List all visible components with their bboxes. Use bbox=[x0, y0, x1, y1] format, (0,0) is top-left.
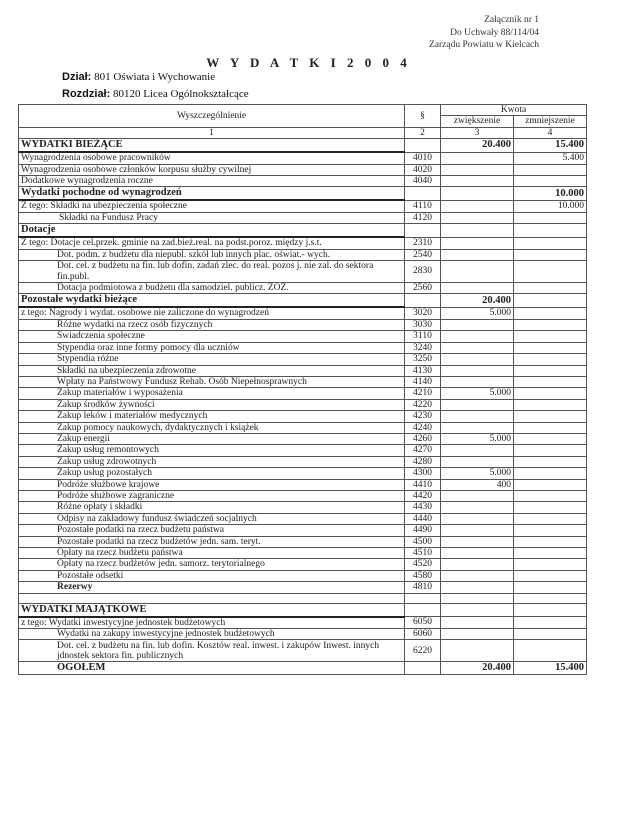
row-description: WYDATKI MAJĄTKOWE bbox=[19, 603, 405, 617]
table-row bbox=[19, 445, 587, 456]
row-description: Stypendia oraz inne formy pomocy dla uczniów bbox=[19, 342, 405, 353]
total-row bbox=[19, 662, 587, 675]
row-increase: 20.400 bbox=[441, 662, 514, 675]
row-decrease bbox=[514, 399, 587, 410]
row-paragraph bbox=[405, 603, 441, 617]
row-increase: 5.000 bbox=[441, 433, 514, 444]
table-row bbox=[19, 331, 587, 342]
row-paragraph: 4410 bbox=[405, 479, 441, 490]
row-increase bbox=[441, 603, 514, 617]
table-row bbox=[19, 342, 587, 353]
table-row bbox=[19, 570, 587, 581]
row-paragraph: 3110 bbox=[405, 331, 441, 342]
row-description: Zakup energii bbox=[19, 433, 405, 444]
row-increase: 20.400 bbox=[441, 294, 514, 308]
row-increase bbox=[441, 411, 514, 422]
row-increase bbox=[441, 640, 514, 662]
row-decrease bbox=[514, 411, 587, 422]
row-paragraph bbox=[405, 662, 441, 675]
row-description: Zakup środków żywności bbox=[19, 399, 405, 410]
row-description: Wynagrodzenia osobowe pracowników bbox=[19, 152, 405, 164]
row-description: Różne wydatki na rzecz osób fizycznych bbox=[19, 319, 405, 330]
row-decrease bbox=[514, 570, 587, 581]
row-decrease bbox=[514, 617, 587, 629]
row-increase bbox=[441, 319, 514, 330]
row-decrease bbox=[514, 365, 587, 376]
row-decrease bbox=[514, 548, 587, 559]
row-paragraph: 4420 bbox=[405, 490, 441, 501]
table-row bbox=[19, 629, 587, 640]
row-increase: 400 bbox=[441, 479, 514, 490]
table-row bbox=[19, 422, 587, 433]
row-increase bbox=[441, 261, 514, 283]
row-decrease bbox=[514, 559, 587, 570]
row-description: Zakup pomocy naukowych, dydaktycznych i książek bbox=[19, 422, 405, 433]
row-increase bbox=[441, 342, 514, 353]
header-col-3: 3 bbox=[441, 127, 514, 138]
row-paragraph: 6220 bbox=[405, 640, 441, 662]
table-row bbox=[19, 593, 587, 603]
rozdzial-value: 80120 Licea Ogólnokształcące bbox=[113, 88, 249, 100]
dzial-line bbox=[62, 71, 215, 83]
row-paragraph: 4510 bbox=[405, 548, 441, 559]
table-row bbox=[19, 490, 587, 501]
row-description: Zakup materiałów i wyposażenia bbox=[19, 388, 405, 399]
rozdzial-label: Rozdział: bbox=[62, 88, 111, 100]
row-paragraph: 2310 bbox=[405, 237, 441, 249]
table-row bbox=[19, 479, 587, 490]
table-row bbox=[19, 249, 587, 260]
header-kwota: Kwota bbox=[441, 105, 587, 116]
row-paragraph: 4110 bbox=[405, 200, 441, 212]
table-row bbox=[19, 513, 587, 524]
table-row bbox=[19, 468, 587, 479]
row-paragraph: 4280 bbox=[405, 456, 441, 467]
table-row bbox=[19, 411, 587, 422]
row-decrease: 15.400 bbox=[514, 139, 587, 153]
row-decrease bbox=[514, 261, 587, 283]
row-decrease bbox=[514, 331, 587, 342]
row-description: Pozostałe podatki na rzecz budżetów jedn. sam. teryt. bbox=[19, 536, 405, 547]
row-decrease bbox=[514, 388, 587, 399]
row-description: Z tego: Składki na ubezpieczenia społeczne bbox=[19, 200, 405, 212]
row-description: Stypendia różne bbox=[19, 354, 405, 365]
table-row bbox=[19, 617, 587, 629]
row-paragraph: 2560 bbox=[405, 283, 441, 294]
table-row bbox=[19, 399, 587, 410]
row-paragraph bbox=[405, 294, 441, 308]
row-paragraph: 3030 bbox=[405, 319, 441, 330]
row-increase bbox=[441, 570, 514, 581]
row-decrease bbox=[514, 376, 587, 387]
table-row bbox=[19, 200, 587, 212]
section-row bbox=[19, 603, 587, 617]
row-description: Dot. cel. z budżetu na fin. lub dofin. zadań zlec. do real. pozos j. nie zal. do sektora fin.publ. bbox=[19, 261, 405, 283]
row-increase bbox=[441, 490, 514, 501]
row-paragraph bbox=[405, 593, 441, 603]
row-increase bbox=[441, 224, 514, 238]
row-paragraph: 3020 bbox=[405, 307, 441, 319]
row-decrease bbox=[514, 445, 587, 456]
row-increase bbox=[441, 176, 514, 187]
row-description: Podróże służbowe krajowe bbox=[19, 479, 405, 490]
table-row bbox=[19, 365, 587, 376]
row-description: Wydatki na zakupy inwestycyjne jednostek budżetowych bbox=[19, 629, 405, 640]
row-decrease bbox=[514, 307, 587, 319]
row-paragraph: 4500 bbox=[405, 536, 441, 547]
row-decrease bbox=[514, 582, 587, 593]
row-decrease bbox=[514, 536, 587, 547]
row-paragraph: 6050 bbox=[405, 617, 441, 629]
table-row bbox=[19, 536, 587, 547]
row-paragraph: 6060 bbox=[405, 629, 441, 640]
row-paragraph: 4810 bbox=[405, 582, 441, 593]
row-description: Pozostałe wydatki bieżące bbox=[19, 294, 405, 308]
row-description: Dot. cel. z budżetu na fin. lub dofin. Kosztów real. inwest. i zakupów Inwest. innych jdnostek sektora fin. publicznych bbox=[19, 640, 405, 662]
row-increase bbox=[441, 559, 514, 570]
row-increase bbox=[441, 212, 514, 223]
row-description: Odpisy na zakładowy fundusz świadczeń socjalnych bbox=[19, 513, 405, 524]
row-paragraph: 2830 bbox=[405, 261, 441, 283]
row-paragraph: 4010 bbox=[405, 152, 441, 164]
expenses-table bbox=[18, 104, 587, 675]
row-increase bbox=[441, 187, 514, 201]
dzial-label: Dział: bbox=[62, 71, 92, 83]
row-increase: 5.000 bbox=[441, 307, 514, 319]
row-description: Opłaty na rzecz budżetu państwa bbox=[19, 548, 405, 559]
row-decrease bbox=[514, 593, 587, 603]
section-row bbox=[19, 224, 587, 238]
row-decrease bbox=[514, 468, 587, 479]
row-decrease: 5.400 bbox=[514, 152, 587, 164]
row-decrease bbox=[514, 237, 587, 249]
row-description: Dodatkowe wynagrodzenia roczne bbox=[19, 176, 405, 187]
row-description: Składki na Fundusz Pracy bbox=[19, 212, 405, 223]
row-description: Wpłaty na Państwowy Fundusz Rehab. Osób Niepełnosprawnych bbox=[19, 376, 405, 387]
row-increase bbox=[441, 582, 514, 593]
row-description: z tego: Wydatki inwestycyjne jednostek budżetowych bbox=[19, 617, 405, 629]
note-line-3: Zarządu Powiatu w Kielcach bbox=[429, 40, 539, 50]
row-description: WYDATKI BIEŻĄCE bbox=[19, 139, 405, 153]
row-description: Świadczenia społeczne bbox=[19, 331, 405, 342]
table-row bbox=[19, 237, 587, 249]
note-line-1: Załącznik nr 1 bbox=[484, 15, 539, 25]
row-description: Wynagrodzenia osobowe członków korpusu służby cywilnej bbox=[19, 164, 405, 175]
row-increase bbox=[441, 422, 514, 433]
table-row bbox=[19, 502, 587, 513]
row-decrease bbox=[514, 513, 587, 524]
row-description: OGÓŁEM bbox=[19, 662, 405, 675]
table-row bbox=[19, 212, 587, 223]
row-description: Różne opłaty i składki bbox=[19, 502, 405, 513]
table-row bbox=[19, 376, 587, 387]
row-paragraph bbox=[405, 224, 441, 238]
row-increase: 5.000 bbox=[441, 388, 514, 399]
row-paragraph: 4240 bbox=[405, 422, 441, 433]
row-paragraph: 4120 bbox=[405, 212, 441, 223]
table-row bbox=[19, 559, 587, 570]
row-description bbox=[19, 593, 405, 603]
row-description: Dotacja podmiotowa z budżetu dla samodziel. publicz. ZOZ. bbox=[19, 283, 405, 294]
row-increase bbox=[441, 536, 514, 547]
row-paragraph: 4040 bbox=[405, 176, 441, 187]
table-row bbox=[19, 152, 587, 164]
row-description: Z tego: Dotacje cel.przek. gminie na zad.bież.real. na podst.poroz. między j.s.t. bbox=[19, 237, 405, 249]
row-paragraph bbox=[405, 139, 441, 153]
table-row bbox=[19, 525, 587, 536]
table-row bbox=[19, 548, 587, 559]
row-paragraph: 4260 bbox=[405, 433, 441, 444]
row-increase bbox=[441, 445, 514, 456]
row-paragraph: 4430 bbox=[405, 502, 441, 513]
table-row bbox=[19, 164, 587, 175]
attachment-note bbox=[379, 14, 539, 52]
dzial-value: 801 Oświata i Wychowanie bbox=[94, 71, 216, 83]
header-zwiekszenie: zwiększenie bbox=[441, 116, 514, 127]
row-increase bbox=[441, 365, 514, 376]
row-increase bbox=[441, 152, 514, 164]
header-paragraf: § bbox=[405, 105, 441, 128]
table-row bbox=[19, 176, 587, 187]
header-col-2: 2 bbox=[405, 127, 441, 138]
row-increase bbox=[441, 376, 514, 387]
row-description: Dot. podm. z budżetu dla niepubl. szkół lub innych plac. oświat.- wych. bbox=[19, 249, 405, 260]
row-increase bbox=[441, 249, 514, 260]
row-increase bbox=[441, 237, 514, 249]
row-decrease bbox=[514, 422, 587, 433]
row-description: z tego: Nagrody i wydat. osobowe nie zaliczone do wynagrodzeń bbox=[19, 307, 405, 319]
row-description: Wydatki pochodne od wynagrodzeń bbox=[19, 187, 405, 201]
note-line-2: Do Uchwały 88/114/04 bbox=[450, 27, 539, 38]
row-decrease bbox=[514, 283, 587, 294]
table-row bbox=[19, 307, 587, 319]
row-paragraph: 4140 bbox=[405, 376, 441, 387]
row-increase bbox=[441, 331, 514, 342]
table-row bbox=[19, 283, 587, 294]
row-paragraph: 4210 bbox=[405, 388, 441, 399]
row-decrease bbox=[514, 640, 587, 662]
row-paragraph: 4520 bbox=[405, 559, 441, 570]
row-decrease: 15.400 bbox=[514, 662, 587, 675]
header-col-1: 1 bbox=[19, 127, 405, 138]
row-description: Pozostałe podatki na rzecz budżetu państwa bbox=[19, 525, 405, 536]
row-description: Zakup usług pozostałych bbox=[19, 468, 405, 479]
table-row bbox=[19, 640, 587, 662]
document-title: W Y D A T K I 2 0 0 4 bbox=[206, 55, 411, 70]
row-paragraph: 3240 bbox=[405, 342, 441, 353]
row-paragraph bbox=[405, 187, 441, 201]
row-increase bbox=[441, 548, 514, 559]
row-decrease bbox=[514, 212, 587, 223]
row-paragraph: 4220 bbox=[405, 399, 441, 410]
table-row bbox=[19, 319, 587, 330]
row-decrease: 10.000 bbox=[514, 200, 587, 212]
row-description: Składki na ubezpieczenia zdrowotne bbox=[19, 365, 405, 376]
row-decrease bbox=[514, 319, 587, 330]
row-decrease bbox=[514, 502, 587, 513]
row-description: Opłaty na rzecz budżetów jedn. samorz. terytorialnego bbox=[19, 559, 405, 570]
row-increase bbox=[441, 200, 514, 212]
row-increase bbox=[441, 456, 514, 467]
row-decrease bbox=[514, 354, 587, 365]
row-paragraph: 4490 bbox=[405, 525, 441, 536]
row-increase bbox=[441, 593, 514, 603]
row-description: Zakup usług remontowych bbox=[19, 445, 405, 456]
row-paragraph: 4270 bbox=[405, 445, 441, 456]
row-decrease bbox=[514, 603, 587, 617]
row-description: Dotacje bbox=[19, 224, 405, 238]
row-paragraph: 4580 bbox=[405, 570, 441, 581]
row-increase bbox=[441, 513, 514, 524]
section-row bbox=[19, 139, 587, 153]
row-decrease bbox=[514, 294, 587, 308]
row-paragraph: 3250 bbox=[405, 354, 441, 365]
row-decrease bbox=[514, 176, 587, 187]
row-increase bbox=[441, 164, 514, 175]
row-increase bbox=[441, 399, 514, 410]
row-description: Podróże służbowe zagraniczne bbox=[19, 490, 405, 501]
row-decrease bbox=[514, 490, 587, 501]
row-paragraph: 4020 bbox=[405, 164, 441, 175]
row-decrease bbox=[514, 479, 587, 490]
header-col-4: 4 bbox=[514, 127, 587, 138]
row-increase bbox=[441, 354, 514, 365]
row-increase bbox=[441, 617, 514, 629]
table-row bbox=[19, 261, 587, 283]
section-row bbox=[19, 187, 587, 201]
row-description: Pozostałe odsetki bbox=[19, 570, 405, 581]
row-increase bbox=[441, 525, 514, 536]
row-decrease bbox=[514, 249, 587, 260]
row-paragraph: 4300 bbox=[405, 468, 441, 479]
table-row bbox=[19, 433, 587, 444]
row-description: Zakup usług zdrowotnych bbox=[19, 456, 405, 467]
table-row bbox=[19, 582, 587, 593]
row-increase bbox=[441, 629, 514, 640]
row-increase: 20.400 bbox=[441, 139, 514, 153]
row-decrease bbox=[514, 525, 587, 536]
row-decrease bbox=[514, 629, 587, 640]
header-wyszczegolnienie: Wyszczególnienie bbox=[19, 105, 405, 128]
row-paragraph: 2540 bbox=[405, 249, 441, 260]
row-paragraph: 4440 bbox=[405, 513, 441, 524]
table-row bbox=[19, 388, 587, 399]
header-zmniejszenie: zmniejszenie bbox=[514, 116, 587, 127]
row-decrease bbox=[514, 433, 587, 444]
table-row bbox=[19, 354, 587, 365]
row-paragraph: 4230 bbox=[405, 411, 441, 422]
row-decrease bbox=[514, 456, 587, 467]
rozdzial-line bbox=[62, 88, 249, 100]
row-increase bbox=[441, 283, 514, 294]
row-description: Zakup leków i materiałów medycznych bbox=[19, 411, 405, 422]
row-increase bbox=[441, 502, 514, 513]
row-increase: 5.000 bbox=[441, 468, 514, 479]
row-paragraph: 4130 bbox=[405, 365, 441, 376]
row-decrease bbox=[514, 342, 587, 353]
table-body bbox=[19, 139, 587, 675]
row-decrease bbox=[514, 164, 587, 175]
table-row bbox=[19, 456, 587, 467]
row-decrease: 10.000 bbox=[514, 187, 587, 201]
row-description: Rezerwy bbox=[19, 582, 405, 593]
section-row bbox=[19, 294, 587, 308]
row-decrease bbox=[514, 224, 587, 238]
